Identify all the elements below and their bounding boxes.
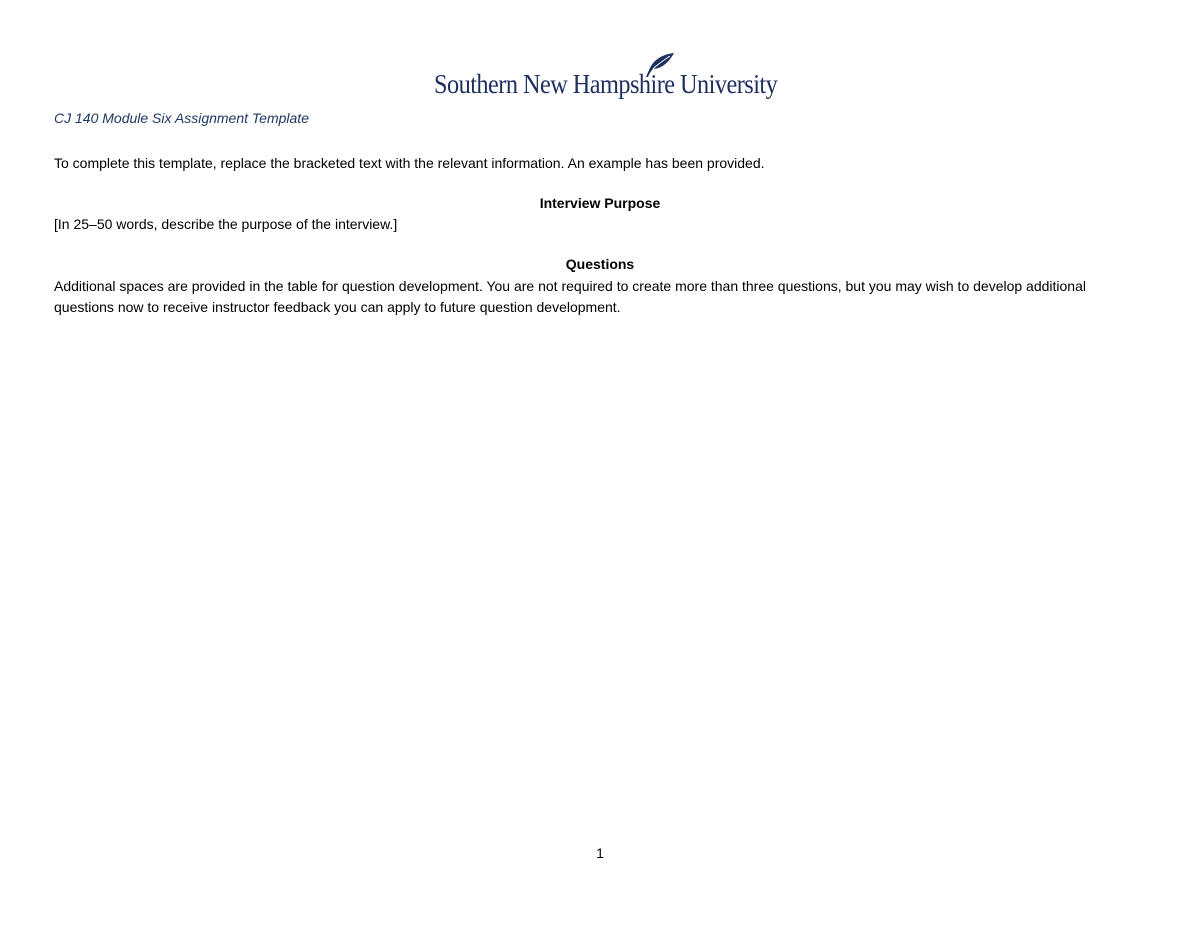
interview-purpose-heading: Interview Purpose: [539, 195, 661, 211]
university-logo: [434, 52, 778, 104]
page-number: 1: [596, 845, 604, 861]
document-title: CJ 140 Module Six Assignment Template: [54, 110, 309, 126]
logo-wordmark: Southern New Hampshire University: [434, 69, 778, 99]
questions-heading: Questions: [565, 256, 635, 272]
questions-note: Additional spaces are provided in the table for question development. You are not required to create more than three questions, but you may wish to develop additional questions now to receive instructor feedback you can apply to future question development.: [54, 278, 1086, 315]
interview-purpose-placeholder: [In 25–50 words, describe the purpose of the interview.]: [54, 216, 398, 232]
template-instructions: To complete this template, replace the bracketed text with the relevant information. An example has been provided.: [54, 155, 765, 171]
